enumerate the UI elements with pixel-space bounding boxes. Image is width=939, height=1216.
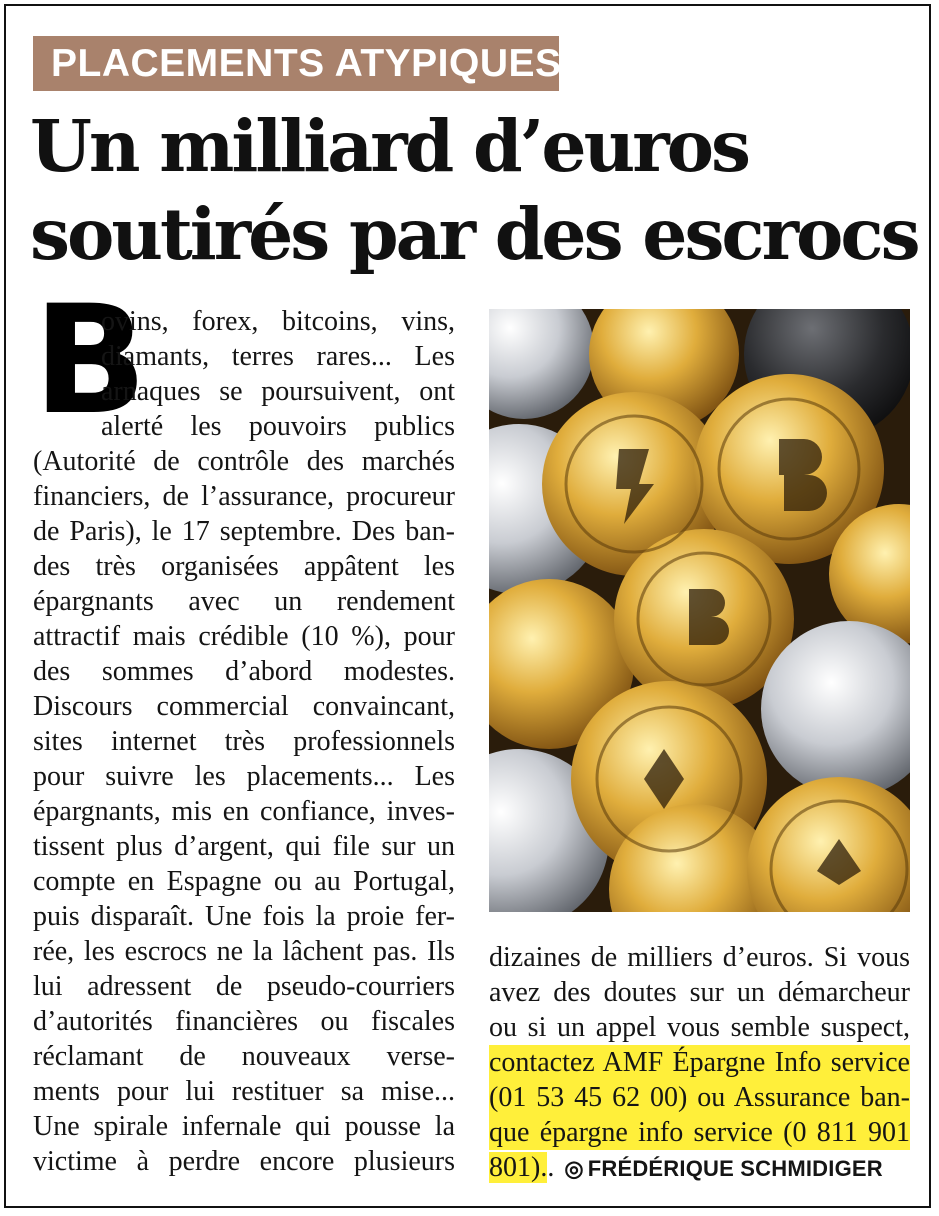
body-line: de Paris), le 17 septembre. Des ban- xyxy=(33,516,455,547)
body-line: dizaines de milliers d’euros. Si vous xyxy=(489,942,910,973)
body-line: des très organisées appâtent les xyxy=(33,551,455,582)
highlighted-line: que épargne info service (0 811 901 xyxy=(489,1117,910,1148)
body-line: Discours commercial convaincant, xyxy=(33,691,455,722)
body-line: financiers, de l’assurance, procureur xyxy=(33,481,455,512)
body-line: pour suivre les placements... Les xyxy=(33,761,455,792)
body-line: ou si un appel vous semble suspect, xyxy=(489,1012,910,1043)
rubric-label: PLACEMENTS ATYPIQUES xyxy=(33,36,559,91)
highlighted-line: contactez AMF Épargne Info service xyxy=(489,1047,910,1078)
headline-line-1: Un milliard d’euros xyxy=(30,104,748,188)
final-period: . xyxy=(547,1152,555,1183)
body-line: sites internet très professionnels xyxy=(33,726,455,757)
body-line: lui adressent de pseudo-courriers xyxy=(33,971,455,1002)
body-line: (Autorité de contrôle des marchés xyxy=(33,446,455,477)
body-line: attractif mais crédible (10 %), pour xyxy=(33,621,455,652)
left-column xyxy=(33,274,455,1179)
final-line xyxy=(489,1150,910,1185)
body-line: ments pour lui restituer sa mise... xyxy=(33,1076,455,1107)
body-line: alerté les pouvoirs publics xyxy=(101,411,455,442)
crypto-coins-photo xyxy=(489,309,910,912)
body-line: compte en Espagne ou au Portugal, xyxy=(33,866,455,897)
body-line: arnaques se poursuivent, ont xyxy=(101,376,455,407)
highlighted-phone-end: 801). xyxy=(489,1152,548,1183)
body-line: réclamant de nouveaux verse- xyxy=(33,1041,455,1072)
body-line: puis disparaît. Une fois la proie fer- xyxy=(33,901,455,932)
body-line: des sommes d’abord modestes. xyxy=(33,656,455,687)
right-column xyxy=(489,940,910,1185)
headline xyxy=(30,102,918,278)
body-line: épargnants avec un rendement xyxy=(33,586,455,617)
body-line: avez des doutes sur un démarcheur xyxy=(489,977,910,1008)
body-line: rée, les escrocs ne la lâchent pas. Ils xyxy=(33,936,455,967)
headline-line-2: soutirés par des escrocs xyxy=(30,192,918,276)
body-line: d’autorités financières ou fiscales xyxy=(33,1006,455,1037)
author-credit xyxy=(564,1156,883,1181)
drop-cap: B xyxy=(33,274,148,448)
highlighted-line: (01 53 45 62 00) ou Assurance ban- xyxy=(489,1082,910,1113)
body-line: tissent plus d’argent, qui file sur un xyxy=(33,831,455,862)
copyright-icon: ◎ xyxy=(564,1156,584,1181)
body-line: victime à perdre encore plusieurs xyxy=(33,1146,455,1177)
body-line: ovins, forex, bitcoins, vins, xyxy=(101,306,455,337)
body-line: diamants, terres rares... Les xyxy=(101,341,455,372)
body-line: épargnants, mis en confiance, inves- xyxy=(33,796,455,827)
coins-illustration xyxy=(489,309,910,912)
body-line: Une spirale infernale qui pousse la xyxy=(33,1111,455,1142)
author-name: FRÉDÉRIQUE SCHMIDIGER xyxy=(587,1156,883,1181)
